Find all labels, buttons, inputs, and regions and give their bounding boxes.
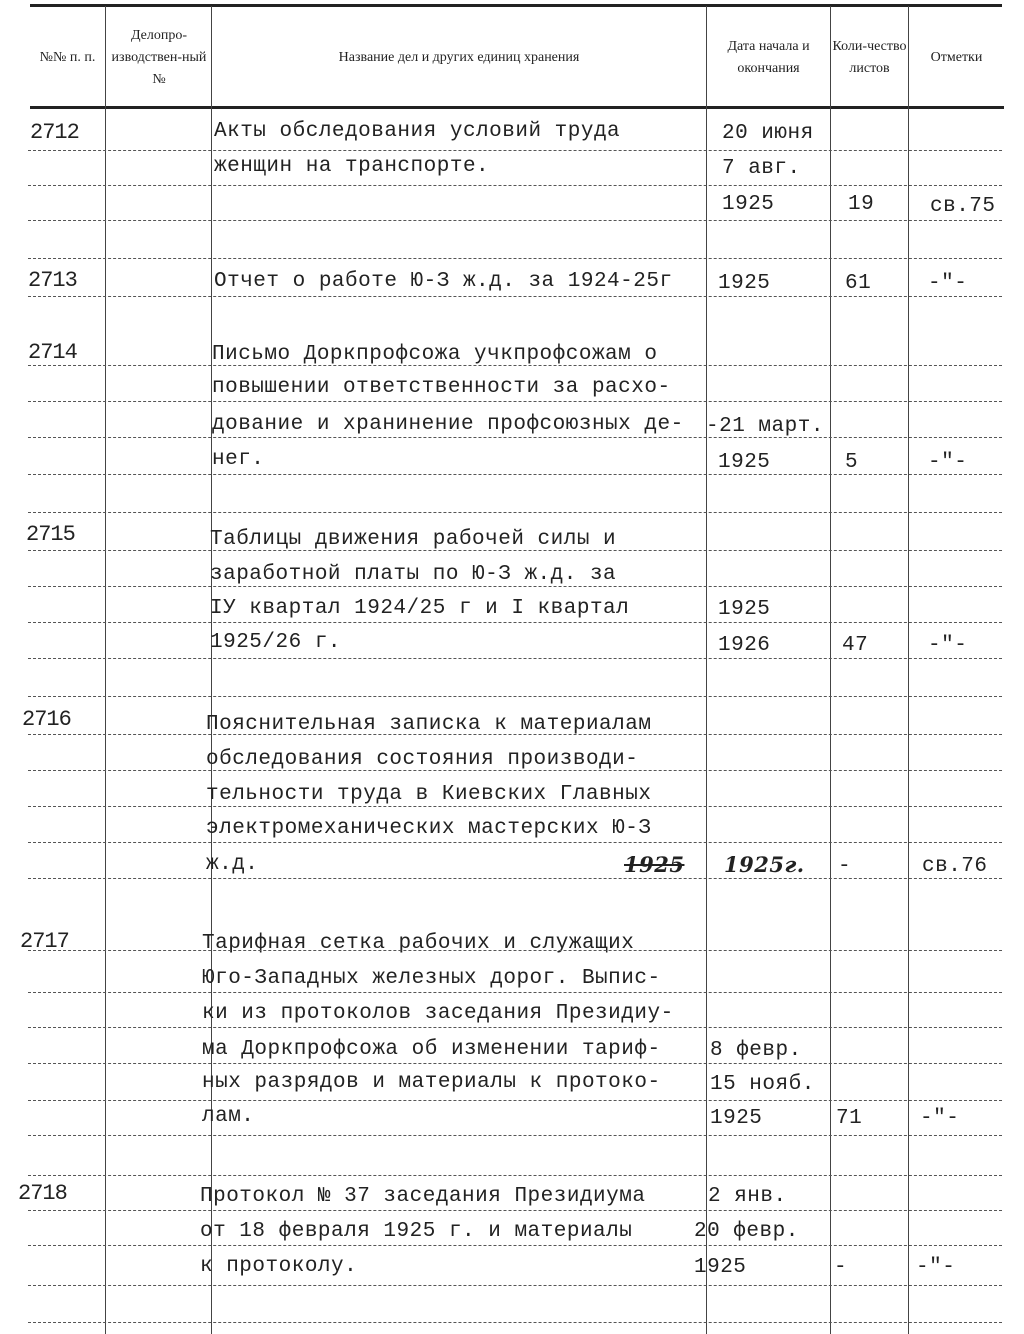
row-number: 2717 bbox=[20, 929, 69, 954]
notes-value: -"- bbox=[928, 634, 968, 657]
ruled-line bbox=[28, 1210, 1002, 1212]
title-line: лам. bbox=[202, 1105, 255, 1128]
title-line: ж.д. bbox=[206, 853, 259, 876]
title-line: IУ квартал 1924/25 г и I квартал bbox=[210, 597, 630, 620]
ruled-line bbox=[28, 770, 1002, 772]
sheet-count: - bbox=[834, 1256, 848, 1279]
ruled-line bbox=[28, 512, 1002, 514]
ruled-line bbox=[28, 1245, 1002, 1247]
ruled-line bbox=[28, 992, 1002, 994]
title-line: тельности труда в Киевских Главных bbox=[206, 783, 652, 806]
title-line: Письмо Доркпрофсожа учкпрофсожам о bbox=[212, 343, 658, 366]
row-number: 2713 bbox=[28, 268, 77, 293]
notes-value: -"- bbox=[928, 451, 968, 474]
date-line: 1926 bbox=[718, 634, 771, 657]
header-bottom-border bbox=[30, 106, 1004, 109]
ruled-line bbox=[28, 806, 1002, 808]
date-line: 7 авг. bbox=[722, 157, 801, 180]
date-line: 1925 bbox=[710, 1107, 763, 1130]
ruled-line bbox=[28, 1322, 1002, 1324]
ruled-line bbox=[28, 1175, 1002, 1177]
row-number: 2712 bbox=[30, 120, 79, 145]
notes-value: -"- bbox=[920, 1107, 960, 1130]
title-line: от 18 февраля 1925 г. и материалы bbox=[200, 1220, 633, 1243]
ruled-line bbox=[28, 842, 1002, 844]
date-line: 1925 bbox=[694, 1256, 747, 1279]
ruled-line bbox=[28, 878, 1002, 880]
header-title: Название дел и других единиц хранения bbox=[338, 49, 580, 65]
ruled-line bbox=[28, 622, 1002, 624]
ruled-line bbox=[28, 1135, 1002, 1137]
title-line: женщин на транспорте. bbox=[214, 155, 490, 178]
title-line: к протоколу. bbox=[200, 1255, 358, 1278]
date-line: 2 янв. bbox=[708, 1185, 787, 1208]
ruled-line bbox=[28, 296, 1002, 298]
row-number: 2715 bbox=[26, 522, 75, 547]
ruled-line bbox=[28, 258, 1002, 260]
notes-value: -"- bbox=[928, 272, 968, 295]
date-line: 8 февр. bbox=[710, 1039, 802, 1062]
title-line: Тарифная сетка рабочих и служащих bbox=[202, 932, 635, 955]
sheet-count: 47 bbox=[842, 634, 869, 657]
notes-value: -"- bbox=[916, 1256, 956, 1279]
title-line: 1925/26 г. bbox=[210, 631, 342, 654]
sheet-count: 19 bbox=[848, 193, 875, 216]
title-line: Протокол № 37 заседания Президиума bbox=[200, 1185, 646, 1208]
title-line: дование и хранинение профсоюзных де- bbox=[212, 413, 684, 436]
ruled-line bbox=[28, 1100, 1002, 1102]
title-line: Отчет о работе Ю-З ж.д. за 1924-25г bbox=[214, 270, 673, 293]
date-line: 1925 bbox=[718, 272, 771, 295]
header-office-number: Делопро-изводствен-ный № bbox=[111, 27, 207, 87]
ruled-line bbox=[28, 734, 1002, 736]
date-line: 1925 bbox=[722, 193, 775, 216]
sheet-count: 5 bbox=[845, 451, 859, 474]
title-line: Таблицы движения рабочей силы и bbox=[210, 528, 617, 551]
title-line: ных разрядов и материалы к протоко- bbox=[202, 1071, 661, 1094]
struck-date: 1925 bbox=[624, 852, 685, 877]
date-line: -21 март. bbox=[706, 415, 824, 438]
notes-value: св.75 bbox=[930, 195, 996, 218]
header-number: №№ п. п. bbox=[39, 49, 96, 65]
title-line: Юго-Западных железных дорог. Выпис- bbox=[202, 967, 661, 990]
ruled-line bbox=[28, 1285, 1002, 1287]
date-line: 1925г. bbox=[724, 852, 805, 877]
ruled-line bbox=[28, 1063, 1002, 1065]
ruled-line bbox=[28, 586, 1002, 588]
ruled-line bbox=[28, 150, 1002, 152]
row-number: 2716 bbox=[22, 707, 71, 732]
title-line: заработной платы по Ю-З ж.д. за bbox=[210, 563, 617, 586]
ruled-line bbox=[28, 474, 1002, 476]
sheet-count: - bbox=[838, 855, 852, 878]
header-sheets: Коли-чество листов bbox=[832, 38, 907, 76]
title-line: Пояснительная записка к материалам bbox=[206, 713, 652, 736]
date-line: 1925 bbox=[718, 598, 771, 621]
row-number: 2718 bbox=[18, 1181, 67, 1206]
date-line: 15 нояб. bbox=[710, 1073, 815, 1096]
date-line: 20 июня bbox=[722, 122, 814, 145]
ruled-line bbox=[28, 550, 1002, 552]
row-number: 2714 bbox=[28, 340, 77, 365]
sheet-count: 71 bbox=[836, 1107, 863, 1130]
title-line: ма Доркпрофсожа об изменении тариф- bbox=[202, 1038, 661, 1061]
title-line: электромеханических мастерских Ю-З bbox=[206, 817, 652, 840]
title-line: ки из протоколов заседания Президиу- bbox=[202, 1002, 674, 1025]
title-line: повышении ответственности за расхо- bbox=[212, 376, 671, 399]
date-line: 20 февр. bbox=[694, 1220, 799, 1243]
ruled-line bbox=[28, 437, 1002, 439]
ruled-line bbox=[28, 220, 1002, 222]
ruled-line bbox=[28, 401, 1002, 403]
header-dates: Дата начала и окончания bbox=[727, 38, 810, 76]
sheet-count: 61 bbox=[845, 272, 872, 295]
header-notes: Отметки bbox=[930, 49, 983, 65]
ruled-line bbox=[28, 658, 1002, 660]
title-line: нег. bbox=[212, 448, 265, 471]
date-line: 1925 bbox=[718, 451, 771, 474]
notes-value: св.76 bbox=[922, 855, 988, 878]
ruled-line bbox=[28, 950, 1002, 952]
ruled-line bbox=[28, 185, 1002, 187]
title-line: обследования состояния производи- bbox=[206, 748, 639, 771]
ruled-line bbox=[28, 696, 1002, 698]
ruled-line bbox=[28, 365, 1002, 367]
top-border bbox=[30, 4, 1002, 7]
title-line: Акты обследования условий труда bbox=[214, 120, 621, 143]
ruled-line bbox=[28, 1027, 1002, 1029]
